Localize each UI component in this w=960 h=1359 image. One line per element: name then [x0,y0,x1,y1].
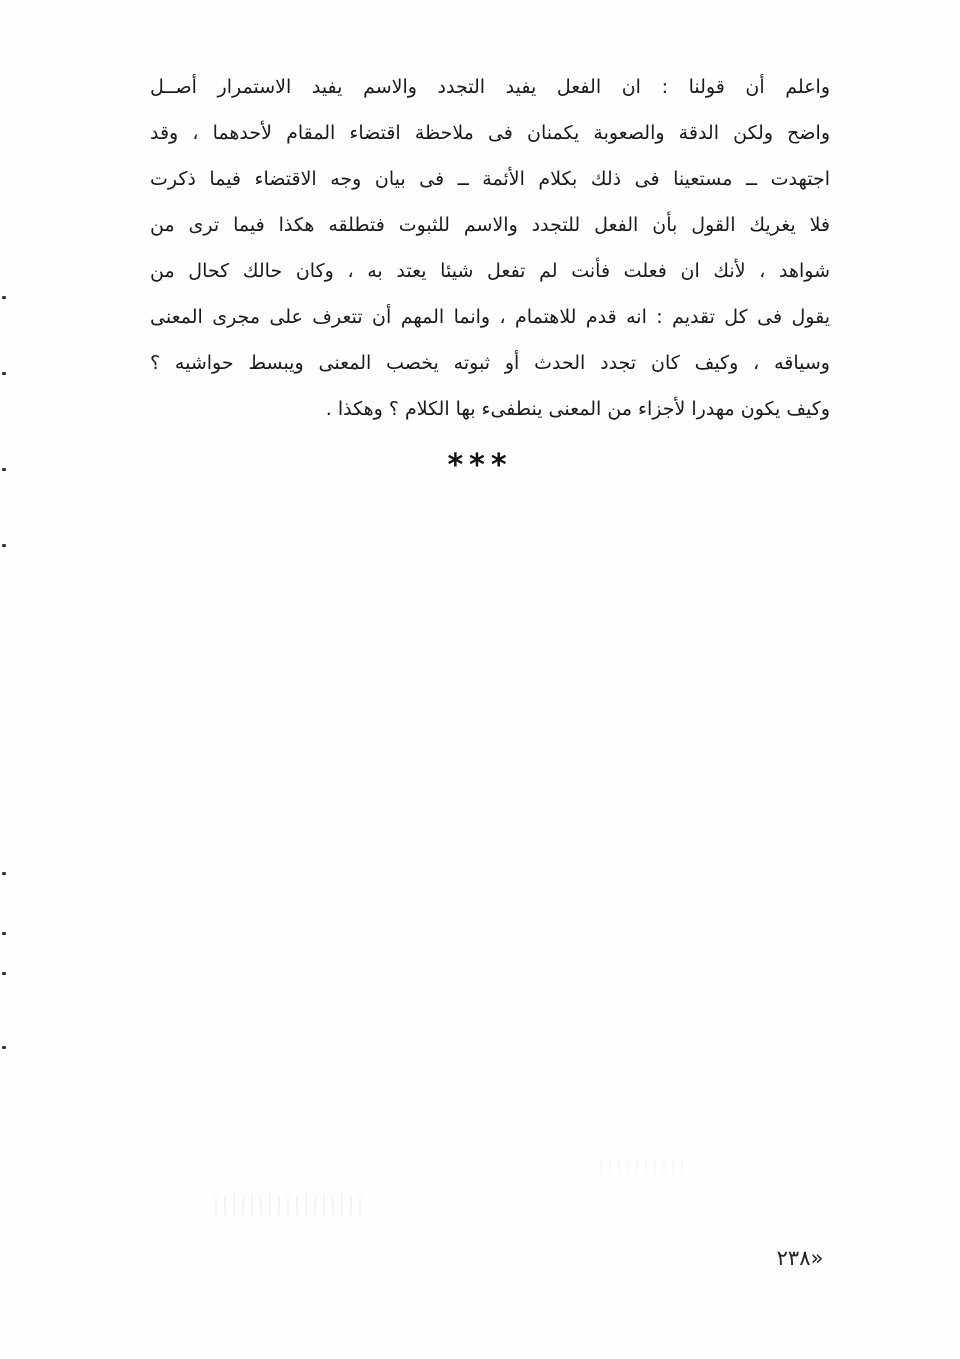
paragraph-line: فلا يغريك القول بأن الفعل للتجدد والاسم للثبوت فتطلقه هكذا فيما ترى من [150,214,830,236]
paragraph-line: اجتهدت ــ مستعينا فى ذلك بكلام الأئمة ــ فى بيان وجه الاقتضاء فيما ذكرت [150,168,830,190]
scan-edge-mark [2,372,6,375]
section-separator: *** [447,448,513,483]
paragraph-line: وسياقه ، وكيف كان تجدد الحدث أو ثبوته يخصب المعنى ويبسط حواشيه ؟ [150,352,830,374]
paragraph-line: يقول فى كل تقديم : انه قدم للاهتمام ، وانما المهم أن تتعرف على مجرى المعنى [150,306,830,328]
paragraph-line: شواهد ، لأنك ان فعلت فأنت لم تفعل شيئا يعتد به ، وكان حالك كحال من [150,260,830,282]
scan-artifact [600,1160,690,1174]
scan-edge-mark [2,544,6,547]
page-number: «٢٣٨ [776,1246,824,1270]
scan-edge-mark [2,296,6,299]
body-paragraph [150,64,830,432]
scan-edge-mark [2,872,6,875]
scan-edge-mark [2,932,6,935]
paragraph-line: واضح ولكن الدقة والصعوبة يكمنان فى ملاحظة اقتضاء المقام لأحدهما ، وقد [150,122,830,144]
paragraph-line: واعلم أن قولنا : ان الفعل يفيد التجدد والاسم يفيد الاستمرار أصــل [150,76,830,98]
scan-edge-mark [2,468,6,471]
scan-edge-mark [2,1046,6,1049]
paragraph-line: وكيف يكون مهدرا لأجزاء من المعنى ينطفىء بها الكلام ؟ وهكذا . [325,398,830,420]
scan-edge-mark [2,972,6,975]
scan-artifact [215,1195,365,1215]
